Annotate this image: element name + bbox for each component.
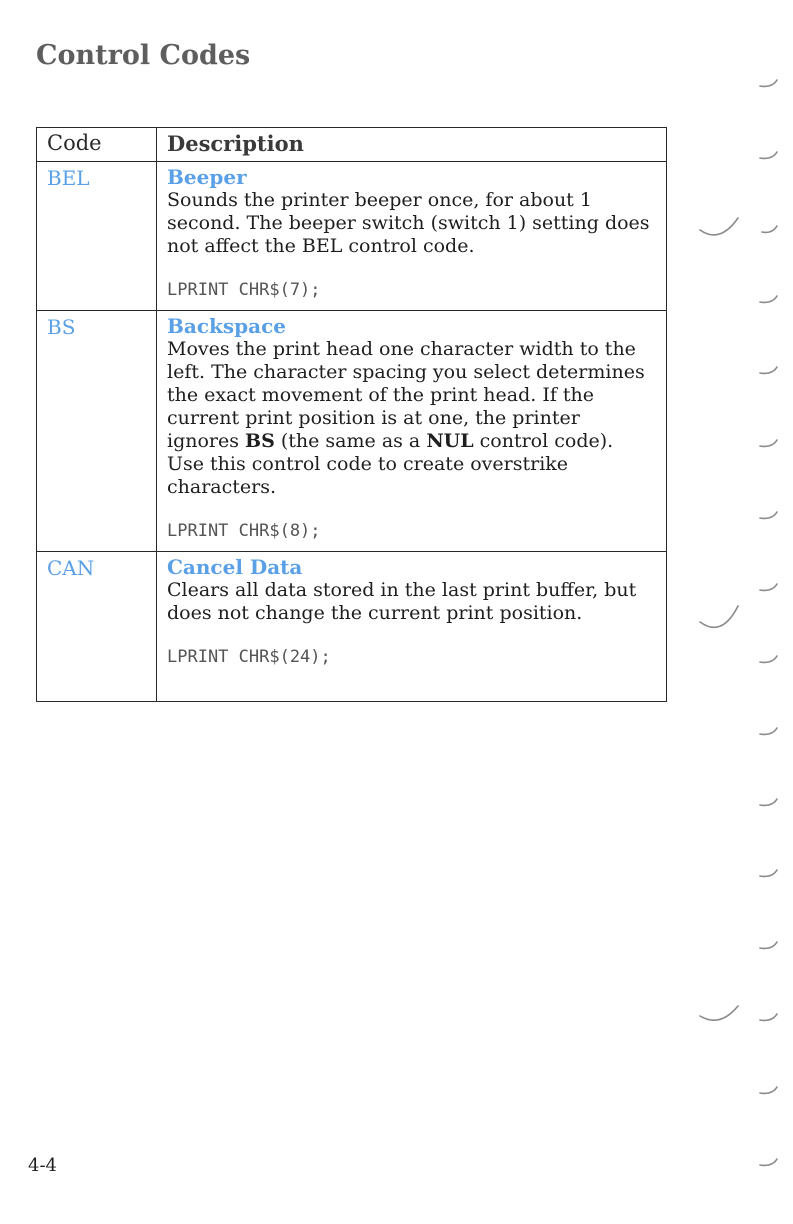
- code-name: Cancel Data: [167, 555, 303, 579]
- binder-mark: [760, 728, 777, 734]
- code-cell-bs: BS: [37, 311, 157, 552]
- code-description: Clears all data stored in the last print buffer, but does not change the current print position.: [167, 579, 637, 624]
- binder-mark: [760, 870, 777, 876]
- description-text: Moves the print head one character width to the left. The character spacing you select determines the exact movement of the print head. If the current print position is at one, the printer ignores: [167, 338, 645, 452]
- binder-mark: [760, 440, 777, 446]
- page-number: 4-4: [28, 1155, 57, 1176]
- header-description: Description: [157, 128, 667, 162]
- binder-curve: [700, 1006, 738, 1020]
- binder-mark: [760, 942, 777, 948]
- bs-code-ref: BS: [245, 430, 275, 452]
- lprint-example: LPRINT CHR$(8);: [167, 521, 321, 541]
- binder-mark: [760, 152, 777, 158]
- binder-mark: [762, 226, 777, 232]
- code-name: Backspace: [167, 314, 287, 338]
- binder-curve: [700, 606, 738, 627]
- binder-mark: [760, 367, 777, 373]
- binder-mark: [760, 512, 777, 518]
- lprint-example: LPRINT CHR$(24);: [167, 647, 331, 667]
- binder-mark: [760, 1014, 777, 1020]
- code-cell-can: CAN: [37, 552, 157, 702]
- binder-mark: [760, 1087, 777, 1093]
- binder-mark: [760, 1159, 777, 1165]
- code-name: Beeper: [167, 165, 247, 189]
- binder-mark: [760, 584, 777, 590]
- description-text: control code). Use this control code to create overstrike characters.: [167, 430, 614, 498]
- binder-mark: [760, 799, 777, 805]
- binder-mark: [760, 80, 777, 86]
- description-text: (the same as a: [274, 430, 427, 452]
- nul-code-ref: NUL: [426, 430, 474, 452]
- header-code: Code: [37, 128, 157, 162]
- code-description: Sounds the printer beeper once, for about 1 second. The beeper switch (switch 1) setting does not affect the BEL control code.: [167, 189, 650, 257]
- binder-mark: [760, 656, 777, 662]
- page-title: Control Codes: [36, 40, 251, 71]
- binder-curve: [700, 218, 738, 235]
- binder-mark: [760, 296, 777, 302]
- lprint-example: LPRINT CHR$(7);: [167, 280, 321, 300]
- code-cell-bel: BEL: [37, 162, 157, 311]
